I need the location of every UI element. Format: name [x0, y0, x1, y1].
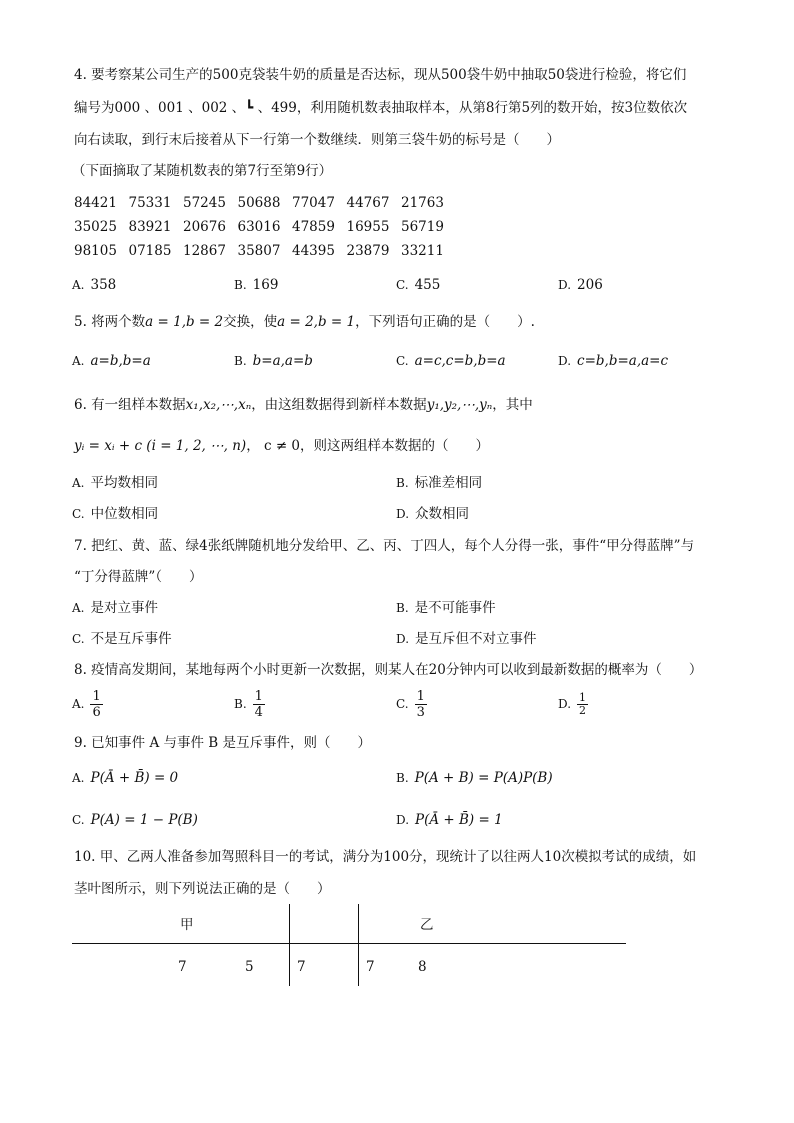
table-cell: 63016	[237, 219, 281, 235]
q4-line1: 4. 要考察某公司生产的500克袋装牛奶的质量是否达标，现从500袋牛奶中抽取50袋进行检验，将它们	[74, 67, 687, 83]
stem-divider-left	[289, 904, 290, 986]
table-cell: 23879	[346, 243, 390, 259]
table-cell: 57245	[183, 195, 226, 211]
table-cell: 56719	[401, 219, 444, 235]
table-row	[74, 194, 456, 212]
q5-option-a[interactable]: A. a=b,b=a	[72, 353, 151, 369]
right-leaf: 7	[366, 959, 375, 975]
q9-option-b[interactable]: B. P(A + B) = P(A)P(B)	[396, 770, 553, 786]
q4-line2: 编号为000 、001 、002 、┗ 、499，利用随机数表抽取样本，从第8行第5列的数开始，按3位数依次	[74, 100, 688, 116]
q8-stem: 8. 疫情高发期间，某地每两个小时更新一次数据，则某人在20分钟内可以收到最新数据的概率为（ ）	[74, 662, 703, 678]
q7-option-a[interactable]: A. 是对立事件	[72, 600, 158, 616]
q7-option-d[interactable]: D. 是互斥但不对立事件	[396, 631, 537, 647]
q4-line3: 向右读取，到行末后接着从下一行第一个数继续．则第三袋牛奶的标号是（ ）	[74, 132, 560, 148]
table-row	[74, 242, 456, 260]
q8-option-c[interactable]: C. $\frac{1}{3}$	[396, 689, 425, 720]
q5-option-c[interactable]: C. a=c,c=b,b=a	[396, 353, 506, 369]
q7-line2: “丁分得蓝牌”（ ）	[74, 569, 203, 585]
table-cell: 35025	[74, 219, 117, 235]
q7-option-b[interactable]: B. 是不可能事件	[396, 600, 496, 616]
q4-option-b[interactable]: B. 169	[234, 277, 279, 293]
table-cell: 35807	[237, 243, 281, 259]
q7-option-c[interactable]: C. 不是互斥事件	[72, 631, 172, 647]
table-cell: 75331	[128, 195, 172, 211]
table-cell: 21763	[401, 195, 444, 211]
q8-option-a[interactable]: A. $\frac{1}{6}$	[72, 689, 101, 720]
table-cell: 20676	[183, 219, 226, 235]
q6-option-a[interactable]: A. 平均数相同	[72, 475, 158, 491]
q4-note: （下面摘取了某随机数表的第7行至第9行）	[72, 163, 333, 179]
q6-stem: 6. 有一组样本数据x₁,x₂,⋯,xₙ，由这组数据得到新样本数据y₁,y₂,⋯,yₙ，其中	[74, 397, 533, 413]
fraction: $\frac{1}{6}$	[92, 689, 101, 720]
left-leaf: 5	[245, 959, 254, 975]
q5-stem: 5. 将两个数a = 1,b = 2交换，使a = 2,b = 1，下列语句正确的是（ ）.	[74, 314, 535, 330]
q5-option-b[interactable]: B. b=a,a=b	[234, 353, 313, 369]
table-cell: 50688	[237, 195, 281, 211]
q9-option-c[interactable]: C. P(A) = 1 − P(B)	[72, 812, 198, 828]
table-cell: 16955	[346, 219, 390, 235]
q10-line2: 茎叶图所示，则下列说法正确的是（ ）	[74, 881, 331, 897]
q6-option-d[interactable]: D. 众数相同	[396, 506, 470, 522]
table-cell: 98105	[74, 243, 117, 259]
table-cell: 47859	[292, 219, 335, 235]
table-cell: 44395	[292, 243, 335, 259]
table-cell: 44767	[346, 195, 390, 211]
table-cell: 84421	[74, 195, 117, 211]
q9-stem: 9. 已知事件 A 与事件 B 是互斥事件，则（ ）	[74, 735, 372, 751]
header-yi: 乙	[420, 917, 434, 933]
left-leaf: 7	[178, 959, 187, 975]
q6-option-b[interactable]: B. 标准差相同	[396, 475, 483, 491]
header-jia: 甲	[180, 917, 194, 933]
q4-option-c[interactable]: C. 455	[396, 277, 441, 293]
q6-option-c[interactable]: C. 中位数相同	[72, 506, 159, 522]
header-rule	[72, 943, 626, 944]
q5-option-d[interactable]: D. c=b,b=a,a=c	[558, 353, 669, 369]
table-cell: 77047	[292, 195, 335, 211]
q10-line1: 10. 甲、乙两人准备参加驾照科目一的考试，满分为100分，现统计了以往两人10次模拟考试的成绩，如	[74, 849, 697, 865]
right-leaf: 8	[418, 959, 427, 975]
q9-option-a[interactable]: A. P(Ā + B̄) = 0	[72, 770, 179, 786]
q9-option-d[interactable]: D. P(Ā + B̄) = 1	[396, 812, 503, 828]
fraction: $\frac{1}{2}$	[579, 691, 587, 717]
q7-line1: 7. 把红、黄、蓝、绿4张纸牌随机地分发给甲、乙、丙、丁四人，每个人分得一张，事件“甲分得蓝牌”与	[74, 538, 695, 554]
q4-option-d[interactable]: D. 206	[558, 277, 603, 293]
stem-value: 7	[297, 959, 306, 975]
stem-divider-right	[358, 904, 359, 986]
table-cell: 33211	[401, 243, 444, 259]
table-cell: 12867	[183, 243, 226, 259]
table-cell: 07185	[128, 243, 172, 259]
table-cell: 83921	[128, 219, 172, 235]
fraction: $\frac{1}{3}$	[416, 689, 425, 720]
q8-option-b[interactable]: B. $\frac{1}{4}$	[234, 689, 263, 720]
fraction: $\frac{1}{4}$	[254, 689, 263, 720]
q4-option-a[interactable]: A. 358	[72, 277, 117, 293]
q6-formula-line: yᵢ = xᵢ + c (i = 1, 2, ⋯, n)， c ≠ 0，则这两组样本数据的（ ）	[74, 438, 490, 454]
q8-option-d[interactable]: D. $\frac{1}{2}$	[558, 691, 587, 717]
table-row	[74, 218, 456, 236]
